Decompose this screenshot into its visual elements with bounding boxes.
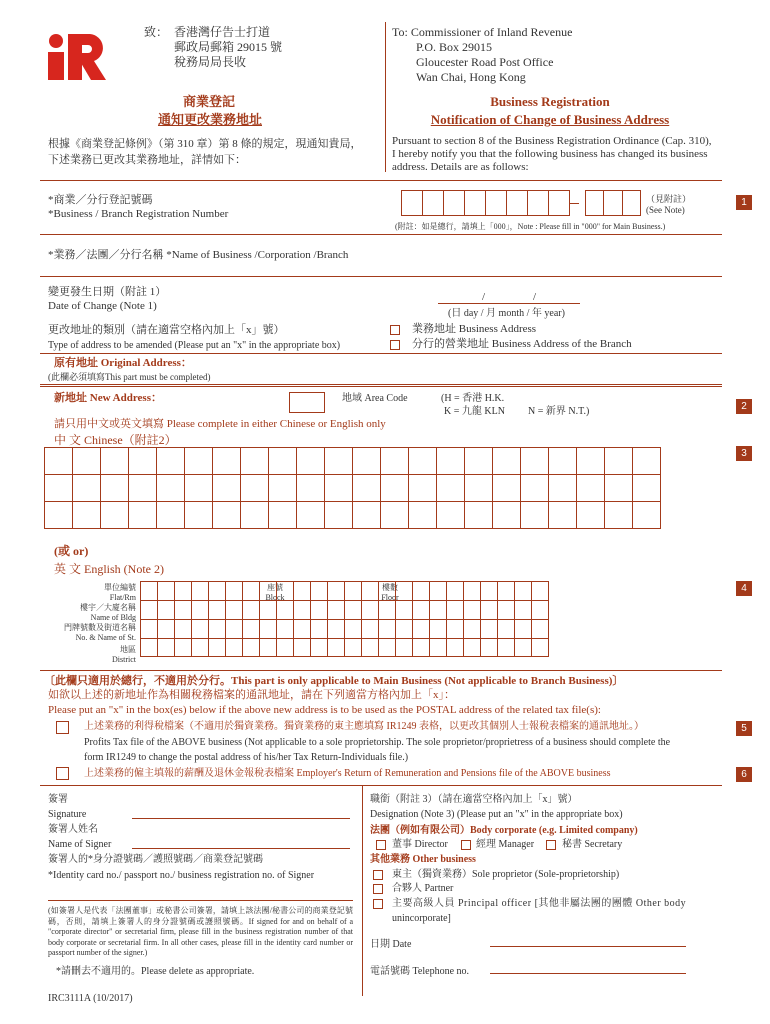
english-char-cell[interactable]: [498, 601, 515, 620]
chinese-char-cell[interactable]: [381, 475, 409, 502]
chinese-char-cell[interactable]: [185, 448, 213, 475]
english-char-cell[interactable]: [447, 601, 464, 620]
english-char-cell[interactable]: [447, 582, 464, 601]
chinese-char-cell[interactable]: [409, 448, 437, 475]
business-address-label: 業務地址 Business Address: [412, 323, 537, 335]
body-corporate-label: 法團（例如有限公司）Body corporate (e.g. Limited company): [370, 825, 638, 836]
area-code-label: 地域 Area Code: [342, 393, 408, 404]
date-change-hint: (日 day / 月 month / 年 year): [448, 308, 565, 319]
brn-label-en: *Business / Branch Registration Number: [48, 208, 229, 220]
business-address-checkbox[interactable]: [390, 325, 400, 335]
principal-officer-label2: unincorporate]: [392, 913, 451, 924]
english-char-cell[interactable]: [141, 639, 158, 657]
english-char-cell[interactable]: [243, 639, 260, 657]
profits-tax-zh: 上述業務的利得稅檔案（不適用於獨資業務。獨資業務的東主應填寫 IR1249 表格，以更改其個別人士報稅表檔案的通訊地址。）: [84, 721, 644, 732]
chinese-char-cell[interactable]: [101, 475, 129, 502]
english-char-cell[interactable]: [345, 601, 362, 620]
to-zh-line2: 郵政局郵箱 29015 號: [174, 40, 283, 54]
chinese-char-cell[interactable]: [297, 448, 325, 475]
director-label: 董事 Director: [392, 839, 448, 850]
english-char-cell[interactable]: [192, 582, 209, 601]
chinese-char-cell[interactable]: [381, 448, 409, 475]
chinese-char-cell[interactable]: [465, 448, 493, 475]
english-char-cell[interactable]: [362, 601, 379, 620]
addr-type-label-zh: 更改地址的類別（請在適當空格內加上「x」號）: [48, 324, 285, 336]
chinese-char-cell[interactable]: [353, 502, 381, 529]
english-char-cell[interactable]: [243, 601, 260, 620]
english-char-cell[interactable]: [158, 639, 175, 657]
english-char-cell[interactable]: [515, 620, 532, 639]
english-char-cell[interactable]: [413, 639, 430, 657]
english-char-cell[interactable]: [345, 639, 362, 657]
chinese-char-cell[interactable]: [325, 475, 353, 502]
english-char-cell[interactable]: [498, 620, 515, 639]
english-char-cell[interactable]: [277, 639, 294, 657]
english-char-cell[interactable]: [430, 582, 447, 601]
english-char-cell[interactable]: [226, 639, 243, 657]
ird-logo-icon: [46, 30, 108, 82]
area-code-kln: K = 九龍 KLN: [444, 406, 505, 417]
floor-label-zh: 樓數: [382, 583, 398, 592]
english-char-cell[interactable]: [498, 582, 515, 601]
chinese-char-cell[interactable]: [269, 448, 297, 475]
signer-name-input[interactable]: [132, 848, 350, 849]
english-char-cell[interactable]: [294, 582, 311, 601]
designation-label-zh: 職銜（附註 3）（請在適當空格內加上「x」號）: [370, 794, 578, 805]
english-char-cell[interactable]: [141, 620, 158, 639]
english-char-cell[interactable]: [175, 620, 192, 639]
chinese-char-cell[interactable]: [213, 448, 241, 475]
signature-label-zh: 簽署: [48, 794, 68, 805]
to-zh-line1: 香港灣仔告士打道: [174, 25, 271, 39]
chinese-char-cell[interactable]: [73, 502, 101, 529]
english-char-cell[interactable]: [481, 601, 498, 620]
chinese-char-cell[interactable]: [549, 502, 577, 529]
or-label: (或 or): [54, 544, 89, 558]
english-char-cell[interactable]: [226, 582, 243, 601]
english-char-cell[interactable]: [328, 620, 345, 639]
note-tag-2: 2: [736, 399, 752, 414]
flat-label-en: Flat/Rm: [109, 593, 136, 602]
business-name-input[interactable]: [48, 262, 722, 276]
chinese-char-cell[interactable]: [521, 448, 549, 475]
english-char-cell[interactable]: [481, 620, 498, 639]
chinese-char-cell[interactable]: [129, 475, 157, 502]
english-char-cell[interactable]: [243, 582, 260, 601]
chinese-char-cell[interactable]: [353, 475, 381, 502]
english-char-cell[interactable]: [277, 601, 294, 620]
intro-en: Pursuant to section 8 of the Business Registration Ordinance (Cap. 310), I hereby notify you that the following business has changed its business address. Details are as follows:: [392, 135, 712, 173]
english-char-cell[interactable]: [379, 620, 396, 639]
chinese-char-cell[interactable]: [101, 448, 129, 475]
english-char-cell[interactable]: [209, 601, 226, 620]
note-tag-3: 3: [736, 446, 752, 461]
english-char-cell[interactable]: [362, 639, 379, 657]
chinese-char-cell[interactable]: [297, 502, 325, 529]
to-en-line4: Wan Chai, Hong Kong: [416, 70, 526, 84]
street-label-en: No. & Name of St.: [75, 633, 136, 642]
chinese-char-cell[interactable]: [549, 475, 577, 502]
english-char-cell[interactable]: [158, 582, 175, 601]
note-tag-5: 5: [736, 721, 752, 736]
english-char-cell[interactable]: [260, 620, 277, 639]
street-label-zh: 門牌號數及街道名稱: [64, 623, 136, 632]
date-label: 日期 Date: [370, 939, 412, 950]
english-char-cell[interactable]: [311, 582, 328, 601]
chinese-char-cell[interactable]: [241, 475, 269, 502]
brn-input[interactable]: [401, 190, 641, 216]
title-zh1: 商業登記: [182, 94, 235, 109]
english-char-cell[interactable]: [175, 639, 192, 657]
branch-address-checkbox[interactable]: [390, 340, 400, 350]
english-char-cell[interactable]: [226, 620, 243, 639]
brn-see-note-zh: （見附註）: [646, 194, 692, 204]
english-char-cell[interactable]: [345, 582, 362, 601]
manager-label: 經理 Manager: [476, 839, 535, 850]
chinese-char-cell[interactable]: [465, 502, 493, 529]
english-char-cell[interactable]: [447, 639, 464, 657]
english-char-cell[interactable]: [379, 639, 396, 657]
english-char-cell[interactable]: [464, 582, 481, 601]
chinese-char-cell[interactable]: [45, 448, 73, 475]
main-only-zh: 如欲以上述的新地址作為相關稅務檔案的通訊地址，請在下列適當方格內加上「x」：: [48, 689, 455, 701]
chinese-char-cell[interactable]: [633, 448, 661, 475]
chinese-address-grid[interactable]: [44, 447, 661, 529]
english-char-cell[interactable]: [209, 582, 226, 601]
branch-address-label: 分行的營業地址 Business Address of the Branch: [412, 338, 632, 350]
chinese-char-cell[interactable]: [465, 475, 493, 502]
designation-label-en: Designation (Note 3) (Please put an "x" in the appropriate box): [370, 809, 623, 820]
signer-id-note: (如簽署人是代表「法團董事」或秘書公司簽署，請填上該法團/秘書公司的商業登記號碼，否則，請填上簽署人的身分證號碼或護照號碼。If signed for and on behalf of a "corporate director" or secretarial firm, please fill in the business registration number of that body corporate or secretarial firm. In all other cases, please fill in the identity card number or passport number of the signer.): [48, 906, 353, 957]
english-char-cell[interactable]: [175, 601, 192, 620]
to-zh-line3: 稅務局局長收: [174, 55, 247, 69]
brn-note: (附註：如是總行，請填上「000」，Note : Please fill in "000" for Main Business.): [395, 222, 666, 231]
employer-return-label: 上述業務的僱主填報的薪酬及退休金報稅表檔案 Employer's Return of Remuneration and Pensions file of the ABOVE business: [84, 768, 611, 779]
signer-id-input[interactable]: [48, 900, 353, 901]
chinese-char-cell[interactable]: [269, 502, 297, 529]
english-char-cell[interactable]: [430, 601, 447, 620]
english-char-cell[interactable]: [532, 582, 549, 601]
english-char-cell[interactable]: [260, 582, 277, 601]
english-char-cell[interactable]: [464, 639, 481, 657]
telephone-input[interactable]: [490, 973, 686, 974]
manager-checkbox[interactable]: [461, 840, 471, 850]
english-char-cell[interactable]: [260, 639, 277, 657]
english-char-cell[interactable]: [192, 601, 209, 620]
chinese-char-cell[interactable]: [493, 448, 521, 475]
english-char-cell[interactable]: [328, 582, 345, 601]
note-tag-6: 6: [736, 767, 752, 782]
sole-proprietor-checkbox[interactable]: [373, 870, 383, 880]
english-char-cell[interactable]: [481, 582, 498, 601]
chinese-char-cell[interactable]: [633, 475, 661, 502]
english-char-cell[interactable]: [345, 620, 362, 639]
english-char-cell[interactable]: [396, 601, 413, 620]
to-en-line2: P.O. Box 29015: [416, 40, 493, 54]
chinese-char-cell[interactable]: [577, 502, 605, 529]
to-en-line3: Gloucester Road Post Office: [416, 55, 554, 69]
chinese-char-cell[interactable]: [633, 502, 661, 529]
chinese-char-cell[interactable]: [381, 502, 409, 529]
english-char-cell[interactable]: [515, 639, 532, 657]
title-en1: Business Registration: [490, 94, 610, 109]
block-label-en: Block: [265, 593, 285, 602]
business-name-label: *業務／法團／分行名稱 *Name of Business /Corporation /Branch: [48, 249, 349, 261]
partner-checkbox[interactable]: [373, 884, 383, 894]
english-char-cell[interactable]: [328, 601, 345, 620]
area-code-input[interactable]: [289, 392, 325, 413]
english-char-cell[interactable]: [464, 620, 481, 639]
english-char-cell[interactable]: [141, 582, 158, 601]
chinese-char-cell[interactable]: [45, 502, 73, 529]
chinese-char-cell[interactable]: [353, 448, 381, 475]
english-char-cell[interactable]: [379, 582, 396, 601]
chinese-char-cell[interactable]: [101, 502, 129, 529]
chinese-char-cell[interactable]: [157, 448, 185, 475]
other-business-label: 其他業務 Other business: [370, 854, 476, 865]
chinese-char-cell[interactable]: [493, 502, 521, 529]
chinese-char-cell[interactable]: [157, 502, 185, 529]
english-char-cell[interactable]: [515, 582, 532, 601]
chinese-char-cell[interactable]: [73, 475, 101, 502]
chinese-char-cell[interactable]: [409, 475, 437, 502]
intro-zh: 根據《商業登記條例》（第 310 章）第 8 條的規定，現通知貴局，下述業務已更改其業務地址，詳情如下：: [48, 138, 362, 166]
english-char-cell[interactable]: [243, 620, 260, 639]
english-address-grid[interactable]: [140, 581, 549, 657]
english-char-cell[interactable]: [396, 620, 413, 639]
profits-tax-en2: form IR1249 to change the postal address of his/her Tax Return-Individuals file.): [84, 752, 409, 763]
english-char-cell[interactable]: [175, 582, 192, 601]
english-char-cell[interactable]: [413, 620, 430, 639]
director-checkbox[interactable]: [376, 840, 386, 850]
signer-name-label-zh: 簽署人姓名: [48, 824, 98, 835]
title-en2: Notification of Change of Business Address: [430, 112, 670, 127]
principal-officer-checkbox[interactable]: [373, 899, 383, 909]
english-char-cell[interactable]: [294, 620, 311, 639]
employer-return-checkbox[interactable]: [56, 767, 69, 780]
english-char-cell[interactable]: [430, 639, 447, 657]
english-char-cell[interactable]: [226, 601, 243, 620]
bldg-label-zh: 樓宇／大廈名稱: [80, 603, 136, 612]
chinese-char-cell[interactable]: [241, 502, 269, 529]
original-address-label: 原有地址 Original Address：: [54, 357, 192, 369]
chinese-char-cell[interactable]: [493, 475, 521, 502]
chinese-char-cell[interactable]: [325, 448, 353, 475]
chinese-char-cell[interactable]: [549, 448, 577, 475]
chinese-char-cell[interactable]: [73, 448, 101, 475]
original-address-note: (此欄必須填寫This part must be completed): [48, 372, 211, 382]
delete-note: *請刪去不適用的。Please delete as appropriate.: [56, 966, 255, 977]
signature-label-en: Signature: [48, 809, 87, 820]
english-char-cell[interactable]: [379, 601, 396, 620]
english-char-cell[interactable]: [311, 639, 328, 657]
chinese-char-cell[interactable]: [437, 448, 465, 475]
chinese-char-cell[interactable]: [521, 475, 549, 502]
chinese-char-cell[interactable]: [213, 475, 241, 502]
original-address-input[interactable]: [160, 356, 720, 384]
signature-input[interactable]: [132, 818, 350, 819]
secretary-label: 秘書 Secretary: [562, 839, 623, 850]
profits-tax-checkbox[interactable]: [56, 721, 69, 734]
english-char-cell[interactable]: [192, 639, 209, 657]
principal-officer-label1: 主要高級人員 Principal officer [其他非屬法團的團體 Other body: [392, 898, 687, 909]
english-char-cell[interactable]: [294, 601, 311, 620]
title-zh2: 通知更改業務地址: [157, 112, 262, 127]
english-char-cell[interactable]: [430, 620, 447, 639]
english-char-cell[interactable]: [328, 639, 345, 657]
chinese-char-cell[interactable]: [605, 448, 633, 475]
chinese-char-cell[interactable]: [605, 475, 633, 502]
chinese-char-cell[interactable]: [185, 475, 213, 502]
either-language-note: 請只用中文或英文填寫 Please complete in either Chinese or English only: [54, 418, 386, 430]
english-char-cell[interactable]: [362, 620, 379, 639]
chinese-char-cell[interactable]: [437, 502, 465, 529]
district-label-en: District: [112, 655, 136, 664]
date-change-label-zh: 變更發生日期（附註 1）: [48, 286, 167, 298]
english-char-cell[interactable]: [515, 601, 532, 620]
chinese-char-cell[interactable]: [45, 475, 73, 502]
signer-id-label-zh: 簽署人的*身分證號碼／護照號碼／商業登記號碼: [48, 854, 263, 865]
english-char-cell[interactable]: [311, 601, 328, 620]
english-char-cell[interactable]: [481, 639, 498, 657]
english-char-cell[interactable]: [396, 582, 413, 601]
english-char-cell[interactable]: [294, 639, 311, 657]
english-char-cell[interactable]: [209, 620, 226, 639]
english-address-label: 英 文 English (Note 2): [54, 562, 164, 576]
chinese-char-cell[interactable]: [605, 502, 633, 529]
date-change-label-en: Date of Change (Note 1): [48, 300, 157, 312]
floor-label-en: Floor: [381, 593, 399, 602]
partner-label: 合夥人 Partner: [392, 883, 454, 894]
english-char-cell[interactable]: [209, 639, 226, 657]
note-tag-4: 4: [736, 581, 752, 596]
english-char-cell[interactable]: [141, 601, 158, 620]
date-change-input[interactable]: / /: [438, 290, 580, 304]
chinese-char-cell[interactable]: [185, 502, 213, 529]
chinese-char-cell[interactable]: [325, 502, 353, 529]
chinese-char-cell[interactable]: [437, 475, 465, 502]
note-tag-1: 1: [736, 195, 752, 210]
area-code-nt: N = 新界 N.T.): [528, 406, 590, 417]
chinese-char-cell[interactable]: [409, 502, 437, 529]
sole-proprietor-label: 東主（獨資業務）Sole proprietor (Sole-proprietorship): [392, 869, 620, 880]
chinese-char-cell[interactable]: [269, 475, 297, 502]
english-char-cell[interactable]: [413, 601, 430, 620]
district-label-zh: 地區: [120, 645, 136, 654]
chinese-char-cell[interactable]: [241, 448, 269, 475]
telephone-label: 電話號碼 Telephone no.: [370, 966, 470, 977]
english-char-cell[interactable]: [311, 620, 328, 639]
english-char-cell[interactable]: [532, 620, 549, 639]
signer-name-label-en: Name of Signer: [48, 839, 112, 850]
english-char-cell[interactable]: [447, 620, 464, 639]
brn-label-zh: *商業／分行登記號碼: [48, 194, 153, 206]
block-label-zh: 座號: [267, 583, 283, 592]
english-char-cell[interactable]: [532, 639, 549, 657]
signer-id-label-en: *Identity card no./ passport no./ business registration no. of Signer: [48, 870, 315, 881]
english-char-cell[interactable]: [362, 582, 379, 601]
chinese-char-cell[interactable]: [521, 502, 549, 529]
secretary-checkbox[interactable]: [546, 840, 556, 850]
english-char-cell[interactable]: [464, 601, 481, 620]
brn-see-note-en: (See Note): [646, 205, 685, 215]
to-en-line1: To: Commissioner of Inland Revenue: [392, 25, 573, 39]
chinese-char-cell[interactable]: [213, 502, 241, 529]
chinese-char-cell[interactable]: [129, 448, 157, 475]
addr-type-label-en: Type of address to be amended (Please put an "x" in the appropriate box): [48, 340, 341, 351]
english-char-cell[interactable]: [498, 639, 515, 657]
english-char-cell[interactable]: [413, 582, 430, 601]
main-only-title: 〔此欄只適用於總行，不適用於分行。This part is only applicable to Main Business (Not applicable to Branch Business)〕: [44, 675, 624, 687]
english-char-cell[interactable]: [192, 620, 209, 639]
english-char-cell[interactable]: [396, 639, 413, 657]
chinese-address-label: 中 文 Chinese（附註2）: [54, 433, 177, 447]
form-number: IRC3111A (10/2017): [48, 993, 133, 1004]
english-char-cell[interactable]: [532, 601, 549, 620]
bldg-label-en: Name of Bldg: [90, 613, 136, 622]
chinese-char-cell[interactable]: [129, 502, 157, 529]
english-char-cell[interactable]: [277, 582, 294, 601]
chinese-char-cell[interactable]: [297, 475, 325, 502]
english-char-cell[interactable]: [277, 620, 294, 639]
chinese-char-cell[interactable]: [577, 448, 605, 475]
flat-label-zh: 單位編號: [104, 583, 136, 592]
new-address-label: 新地址 New Address：: [54, 392, 162, 404]
chinese-char-cell[interactable]: [577, 475, 605, 502]
chinese-char-cell[interactable]: [157, 475, 185, 502]
to-zh-label: 致：: [144, 25, 169, 39]
date-input[interactable]: [490, 946, 686, 947]
main-only-en: Please put an "x" in the box(es) below if the above new address is to be used as the POSTAL address of the related tax file(s):: [48, 704, 601, 716]
english-char-cell[interactable]: [158, 601, 175, 620]
profits-tax-en1: Profits Tax file of the ABOVE business (Not applicable to a sole proprietorship. The sole proprietor/proprietress of a business should complete the: [84, 737, 671, 748]
english-char-cell[interactable]: [260, 601, 277, 620]
ird-logo: [46, 30, 108, 82]
english-char-cell[interactable]: [158, 620, 175, 639]
area-code-hk: (H = 香港 H.K.: [441, 393, 505, 404]
